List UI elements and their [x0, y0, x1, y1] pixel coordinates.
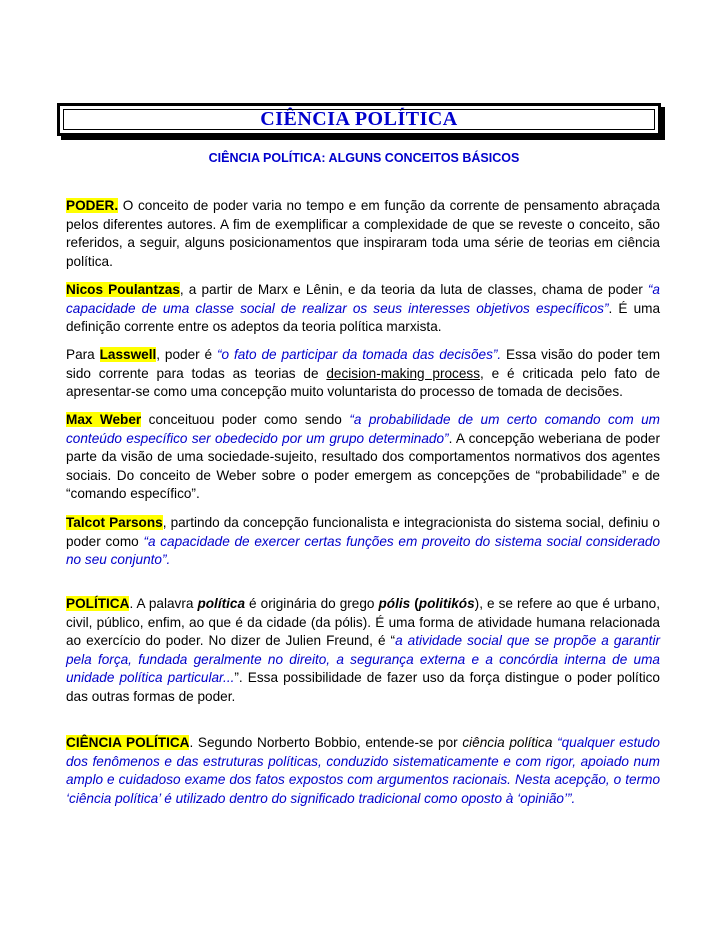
poder-text: O conceito de poder varia no tempo e em função da corrente de pensamento abraçada pelos diferentes autores. A fim de exemplificar a complexidade de que se reveste o conceito, são referidos, a seguir, alguns posicionamentos que inspiraram toda uma série de teorias em ciência política. [66, 198, 660, 269]
paragraph-poulantzas [66, 281, 660, 337]
term-poder: PODER. [66, 198, 119, 213]
paragraph-weber [66, 411, 660, 504]
weber-quote: “a probabilidade de um certo comando com um conteúdo específico ser obedecido por um grupo determinado” [66, 412, 660, 446]
ciencia-text-1: . Segundo Norberto Bobbio, entende-se por [189, 735, 463, 750]
term-politica: POLÍTICA [66, 596, 130, 611]
politica-text-1: . A palavra [129, 596, 198, 611]
paragraph-politica [66, 595, 660, 707]
ciencia-quote: “qualquer estudo dos fenômenos e das estruturas políticas, conduzido sistematicamente e com rigor, apoiado num amplo e cuidadoso exame dos fatos expostos com argumentos racionais. Nesta acepção, o termo ‘ciência política’ é utilizado dentro do significado tradicional como oposto à ‘opinião’”. [66, 735, 660, 806]
lasswell-text-1: , poder é [156, 347, 217, 362]
name-poulantzas: Nicos Poulantzas [66, 282, 180, 297]
paragraph-parsons [66, 514, 660, 570]
parsons-text-1: , partindo da concepção funcionalista e integracionista do sistema social, definiu o poder como [66, 515, 660, 549]
politica-word-1: política [197, 596, 246, 611]
lasswell-prefix: Para [66, 347, 100, 362]
politica-word-2: pólis [378, 596, 411, 611]
name-lasswell: Lasswell [99, 347, 157, 362]
politica-text-4: ), e se refere ao que é urbano, civil, público, enfim, ao que é da cidade (da pólis). É uma forma de atividade humana relacionada ao exercício do poder. No dizer de Julien Freund, é “ [66, 596, 661, 649]
document-subtitle: CIÊNCIA POLÍTICA: ALGUNS CONCEITOS BÁSICOS [208, 151, 520, 165]
poulantzas-text-2: . É uma definição corrente entre os adeptos da teoria política marxista. [66, 300, 661, 335]
document-title: CIÊNCIA POLÍTICA [260, 108, 458, 130]
politica-text-2: é originária do grego [245, 596, 379, 611]
weber-text-1: conceituou poder como sendo [141, 412, 350, 427]
lasswell-quote: “o fato de participar da tomada das decisões”. [216, 347, 502, 362]
politica-quote: a atividade social que se propõe a garantir pela força, fundada geralmente no direito, a segurança externa e a concórdia interna de uma unidade política particular... [66, 633, 660, 686]
name-weber: Max Weber [66, 412, 142, 427]
politica-text-3: ( [410, 596, 419, 611]
title-box [57, 103, 661, 136]
lasswell-underlined: decision-making process [326, 365, 481, 381]
politica-word-3: politikós [418, 596, 475, 611]
paragraph-poder [66, 197, 660, 271]
paragraph-lasswell [66, 346, 660, 402]
paragraph-ciencia-politica [66, 734, 660, 808]
poulantzas-quote: “a capacidade de uma classe social de realizar os seus interesses objetivos específicos” [66, 282, 660, 316]
name-parsons: Talcot Parsons [66, 515, 163, 530]
ciencia-italic: ciência política [462, 735, 553, 750]
lasswell-text-2: Essa visão do poder tem sido corrente para todas as teorias de [66, 347, 661, 381]
parsons-quote: “a capacidade de exercer certas funções em proveito do sistema social considerado no seu conjunto”. [66, 533, 660, 568]
poulantzas-text-1: , a partir de Marx e Lênin, e da teoria da luta de classes, chama de poder [179, 282, 648, 297]
politica-text-5: ”. Essa possibilidade de fazer uso da força distingue o poder político das outras formas de poder. [66, 670, 660, 704]
term-ciencia-politica: CIÊNCIA POLÍTICA [66, 735, 190, 750]
weber-text-2: . A concepção weberiana de poder parte da visão de uma sociedade-sujeito, resultado dos comportamentos normativos dos agentes sociais. Do conceito de Weber sobre o poder emergem as concepções de “probabilidade” e de “comando específico”. [66, 430, 660, 502]
lasswell-text-3: , e é criticada pelo fato de apresentar-se como uma concepção muito voluntarista do processo de tomada de decisões. [66, 365, 661, 400]
